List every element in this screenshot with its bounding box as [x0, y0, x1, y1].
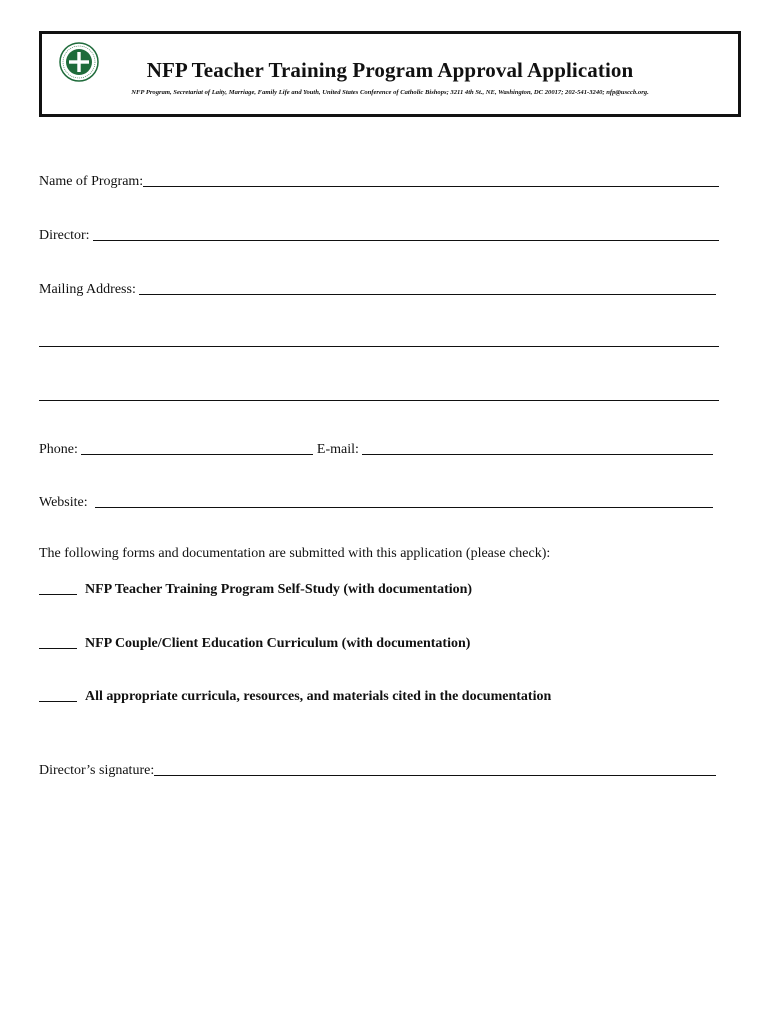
- website-row: [39, 493, 713, 511]
- phone-label: Phone:: [39, 442, 82, 457]
- header-box: [39, 31, 741, 117]
- website-label: Website:: [39, 495, 95, 510]
- email-label: E-mail:: [313, 442, 363, 457]
- checklist-item-label: NFP Teacher Training Program Self-Study (with documentation): [85, 582, 473, 597]
- checklist-item-materials: [39, 689, 551, 705]
- signature-field[interactable]: [154, 763, 716, 776]
- page-title: NFP Teacher Training Program Approval Application: [146, 58, 634, 82]
- signature-row: [39, 761, 716, 779]
- director-row: [39, 226, 719, 244]
- checklist-item-label: NFP Couple/Client Education Curriculum (with documentation): [85, 636, 471, 651]
- director-field[interactable]: [93, 228, 719, 241]
- program-name-label: Name of Program:: [39, 174, 144, 189]
- mailing-address-row: [39, 280, 716, 298]
- mailing-address-label: Mailing Address:: [39, 282, 140, 297]
- mailing-address-line-2[interactable]: [39, 346, 719, 347]
- signature-label: Director’s signature:: [39, 763, 155, 778]
- mailing-address-field[interactable]: [139, 282, 716, 295]
- checklist-intro: The following forms and documentation are submitted with this application (please check):: [39, 546, 551, 561]
- phone-email-row: [39, 440, 713, 458]
- program-name-field[interactable]: [143, 174, 719, 187]
- email-field[interactable]: [362, 442, 713, 455]
- check-blank[interactable]: [39, 636, 77, 649]
- check-blank[interactable]: [39, 582, 77, 595]
- phone-field[interactable]: [81, 442, 313, 455]
- mailing-address-line-3[interactable]: [39, 400, 719, 401]
- checklist-item-label: All appropriate curricula, resources, and materials cited in the documentation: [85, 689, 552, 704]
- checklist-item-curriculum: [39, 636, 470, 652]
- checklist-item-self-study: [39, 582, 472, 598]
- contact-subtitle: NFP Program, Secretariat of Laity, Marriage, Family Life and Youth, United States Conference of Catholic Bishops; 3211 4th St., NE, Washington, DC 20017; 202-541-3240; nfp@usccb.org.: [131, 89, 649, 96]
- check-blank[interactable]: [39, 689, 77, 702]
- website-field[interactable]: [95, 495, 713, 508]
- director-label: Director:: [39, 228, 94, 243]
- program-name-row: [39, 172, 719, 190]
